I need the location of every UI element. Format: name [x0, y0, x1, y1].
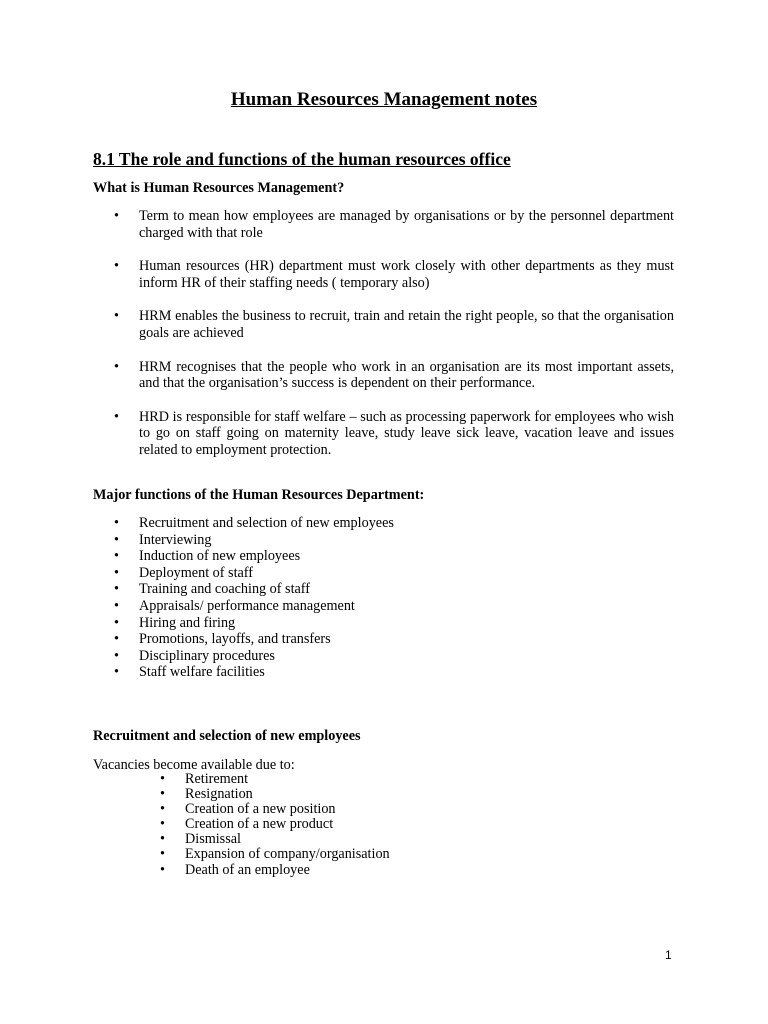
list-item: [93, 308, 674, 341]
list-item: [139, 787, 390, 802]
bullet-icon: •: [114, 548, 119, 565]
bullet-icon: •: [160, 816, 165, 833]
bullet-icon: •: [160, 771, 165, 787]
list-item: [93, 631, 674, 648]
bullet-icon: •: [160, 846, 165, 863]
bullet-icon: •: [114, 647, 119, 664]
list-item-text: Promotions, layoffs, and transfers: [139, 631, 331, 648]
list-item-text: Deployment of staff: [139, 564, 253, 581]
bullet-icon: •: [114, 358, 119, 375]
list-item-text: Appraisals/ performance management: [139, 597, 355, 614]
what-is-heading: What is Human Resources Management?: [93, 180, 345, 196]
list-item: [139, 772, 390, 787]
bullet-icon: •: [160, 831, 165, 848]
bullet-icon: •: [114, 614, 119, 631]
list-item-text: Dismissal: [185, 831, 241, 848]
list-item-text: Expansion of company/organisation: [185, 846, 390, 863]
bullet-icon: •: [114, 597, 119, 614]
list-item-text: Induction of new employees: [139, 548, 301, 565]
list-item: [93, 409, 674, 459]
list-item: [93, 581, 674, 598]
list-item-text: HRM recognises that the people who work in an organisation are its most important assets, and that the organisation’s success is dependent on their performance.: [139, 358, 674, 392]
list-item-text: Resignation: [185, 786, 253, 803]
bullet-icon: •: [114, 531, 119, 548]
bullet-icon: •: [114, 664, 119, 681]
list-item-text: Hiring and firing: [139, 614, 236, 631]
bullet-icon: •: [114, 631, 119, 648]
list-item-text: Creation of a new product: [185, 816, 334, 833]
major-functions-heading: Major functions of the Human Resources Department:: [93, 487, 425, 503]
list-item: [139, 847, 390, 862]
list-item-text: Retirement: [185, 771, 249, 787]
page-title: Human Resources Management notes: [230, 89, 538, 110]
list-item: [93, 664, 674, 681]
bullet-icon: •: [160, 786, 165, 803]
list-item-text: Recruitment and selection of new employees: [139, 515, 394, 531]
vacancy-reasons-list: [139, 772, 390, 878]
bullet-icon: •: [114, 408, 119, 425]
list-item-text: Disciplinary procedures: [139, 647, 275, 664]
list-item-text: Training and coaching of staff: [139, 581, 311, 598]
list-item: [93, 648, 674, 665]
list-item-text: HRD is responsible for staff welfare – such as processing paperwork for employees who wish to go on staff going on maternity leave, study leave sick leave, vacation leave and issues related to employment protection.: [139, 408, 674, 458]
list-item-text: Death of an employee: [185, 861, 310, 878]
bullet-icon: •: [114, 258, 119, 275]
list-item: [93, 359, 674, 392]
list-item: [93, 258, 674, 291]
list-item-text: Human resources (HR) department must work closely with other departments as they must inform HR of their staffing needs ( temporary also): [139, 258, 674, 291]
bullet-icon: •: [160, 801, 165, 818]
bullet-icon: •: [114, 515, 119, 531]
list-item: [93, 208, 674, 241]
page-number: 1: [665, 948, 672, 962]
list-item-text: HRM enables the business to recruit, train and retain the right people, so that the organisation goals are achieved: [139, 308, 674, 341]
list-item-text: Term to mean how employees are managed by organisations or by the personnel department charged with that role: [139, 208, 674, 241]
list-item: [139, 817, 390, 832]
bullet-icon: •: [114, 564, 119, 581]
bullet-icon: •: [160, 861, 165, 878]
list-item-text: Creation of a new position: [185, 801, 336, 818]
what-is-list: [93, 208, 674, 476]
list-item: [139, 802, 390, 817]
list-item: [93, 548, 674, 565]
list-item: [93, 565, 674, 582]
list-item: [93, 615, 674, 632]
major-functions-list: [93, 515, 674, 681]
vacancies-intro: Vacancies become available due to:: [93, 757, 295, 773]
list-item: [93, 532, 674, 549]
list-item-text: Staff welfare facilities: [139, 664, 265, 681]
bullet-icon: •: [114, 208, 119, 224]
bullet-icon: •: [114, 308, 119, 325]
list-item: [93, 598, 674, 615]
bullet-icon: •: [114, 581, 119, 598]
list-item-text: Interviewing: [139, 531, 212, 548]
recruitment-heading: Recruitment and selection of new employees: [93, 728, 361, 744]
list-item: [93, 515, 674, 532]
list-item: [139, 832, 390, 847]
section-heading: 8.1 The role and functions of the human resources office: [93, 149, 511, 169]
list-item: [139, 863, 390, 878]
